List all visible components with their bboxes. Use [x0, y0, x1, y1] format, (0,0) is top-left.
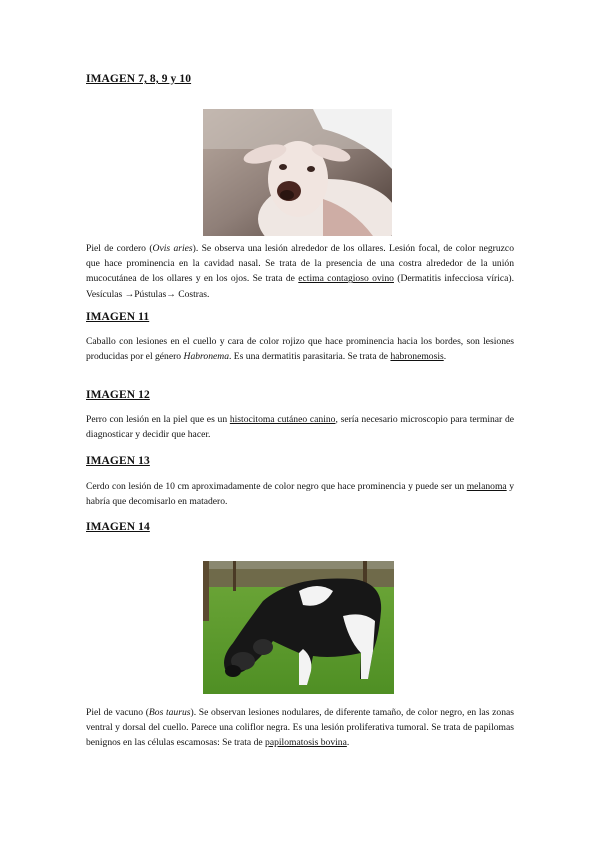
text-run: , sería necesario microscopio para terminar de diagnosticar y decidir que hacer. [86, 414, 515, 441]
diagnosis-term: papilomatosis bovina [265, 737, 347, 749]
paragraph-dog [86, 412, 514, 442]
heading-imagen-7-10: IMAGEN 7, 8, 9 y 10 [86, 73, 192, 85]
text-run: y habría que decomisarlo en matadero. [86, 481, 514, 508]
text-run: ). Se observa una lesión alrededor de los ollares. Lesión focal, de color negruzco que hace prominencia en la cavidad nasal. Se trata de la presencia de una costra alrededor de la unión mucocutánea de los ollares y en los ojos. Se trata de [86, 243, 514, 285]
species-name: Bos taurus [148, 707, 191, 718]
text-run: ). Se observan lesiones nodulares, de diferente tamaño, de color negro, en las zonas ventral y dorsal del cuello. Parece una coliflor negra. Es una lesión proliferativa tumoral. Se trata de papilomas benignos en las células escamosas: Se trata de [86, 707, 515, 749]
text-run: Cerdo con lesión de 10 cm aproximadamente de color negro que hace prominencia y puede ser un [86, 481, 467, 492]
heading-imagen-12: IMAGEN 12 [86, 389, 150, 401]
paragraph-pig [86, 479, 514, 509]
diagnosis-term: ectima contagioso ovino [298, 273, 394, 285]
species-name: Ovis aries [152, 243, 193, 254]
text-run: . [443, 351, 447, 363]
heading-imagen-11: IMAGEN 11 [86, 311, 150, 323]
diagnosis-term: histocitoma cutáneo canino [229, 414, 336, 425]
heading-imagen-14: IMAGEN 14 [86, 521, 150, 533]
heading-imagen-13: IMAGEN 13 [86, 455, 150, 467]
diagnosis-term: habronemosis [390, 351, 444, 363]
cow-photo [203, 561, 394, 694]
paragraph-lamb [86, 241, 514, 302]
genus-name: Habronema [183, 351, 229, 363]
text-run: (Dermatitis infecciosa vírica). Vesículas →Pústulas→ Costras. [86, 273, 514, 300]
text-run: Perro con lesión en la piel que es un [86, 414, 230, 425]
text-run: . Es una dermatitis parasitaria. Se trata de [229, 351, 391, 363]
lamb-photo [203, 109, 392, 236]
text-run: Caballo con lesiones en el cuello y cara de color rojizo que hace prominencia hacia los bordes, son lesiones producidas por el género [86, 336, 514, 363]
text-run: Piel de cordero ( [86, 243, 153, 254]
paragraph-cattle [86, 705, 514, 751]
diagnosis-term: melanoma [466, 481, 507, 492]
text-run: . [346, 737, 350, 749]
text-run: Piel de vacuno ( [86, 707, 149, 718]
paragraph-horse [86, 334, 514, 364]
